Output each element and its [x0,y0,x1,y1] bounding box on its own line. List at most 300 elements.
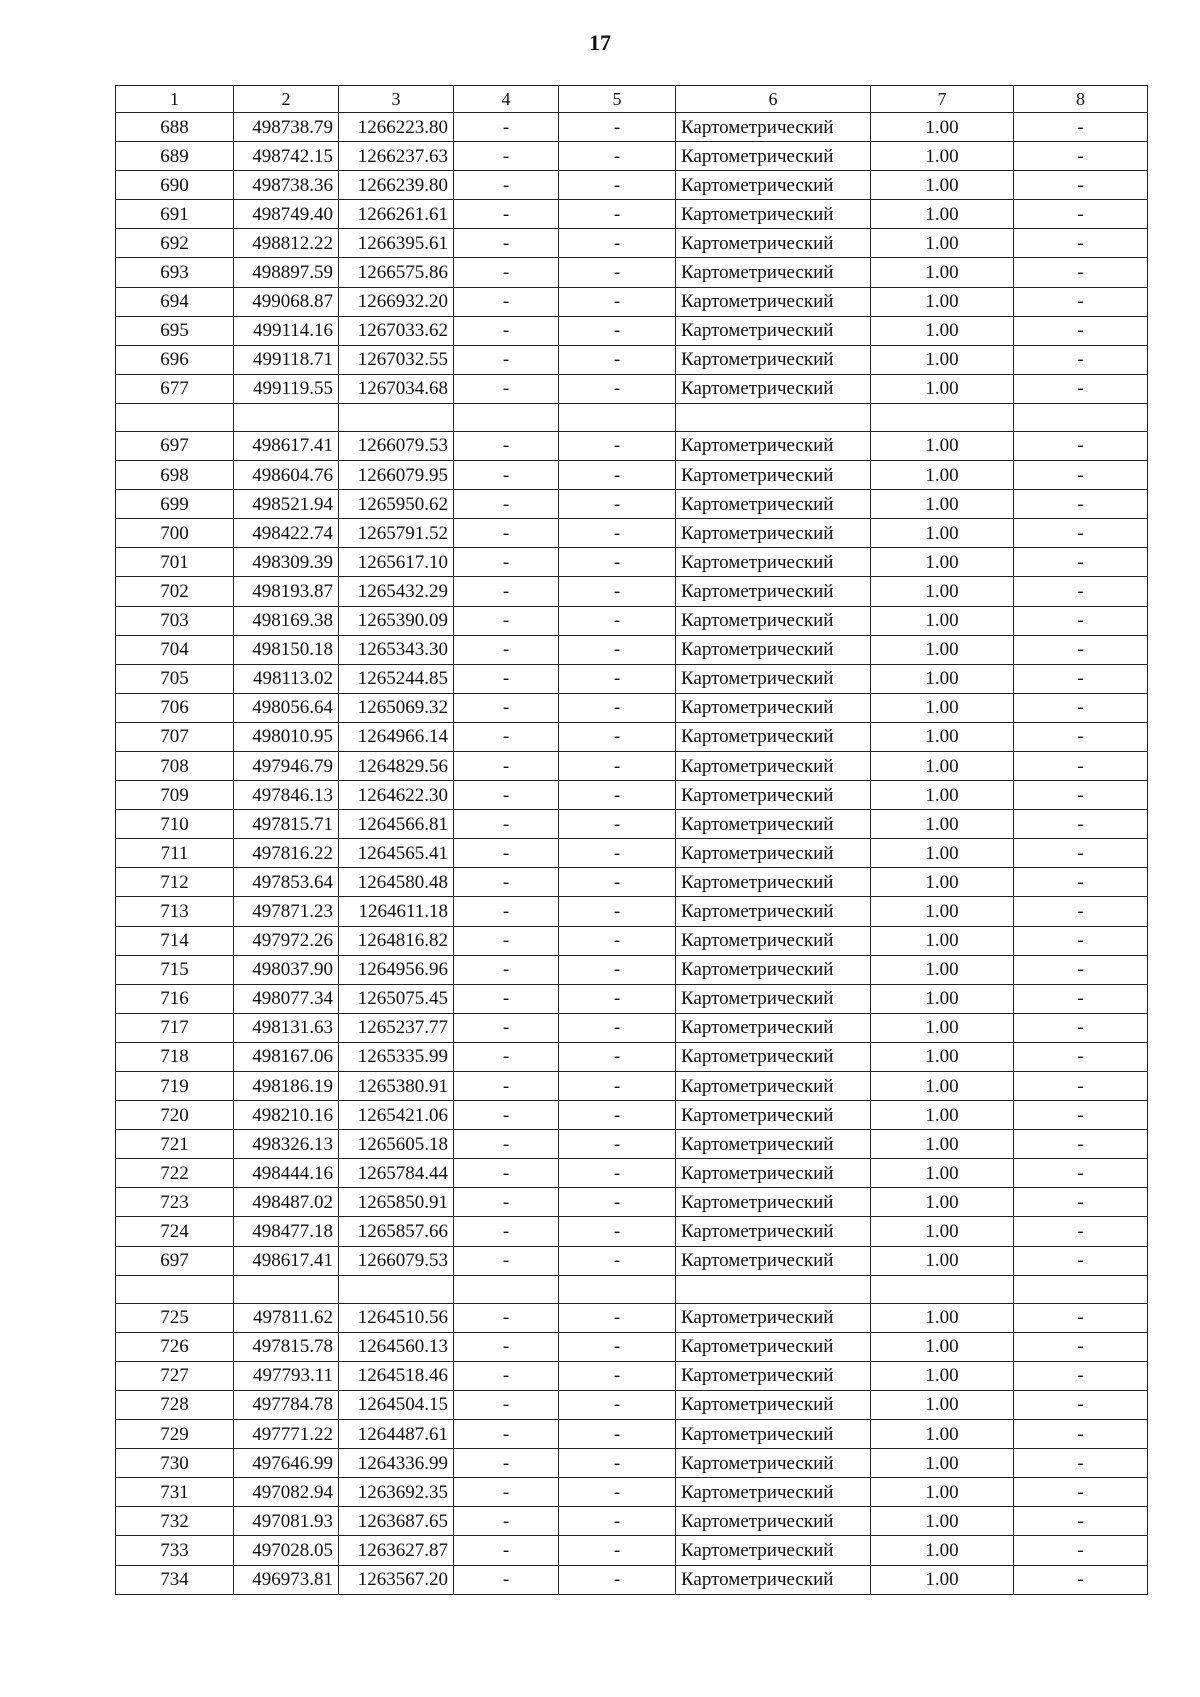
point-number-cell: 714 [116,926,234,955]
table-row [116,1188,1148,1217]
col5-cell: - [559,926,676,955]
col5-cell: - [559,577,676,606]
point-number-cell: 733 [116,1536,234,1565]
point-number-cell: 693 [116,258,234,287]
x-coordinate-cell: 497816.22 [234,839,339,868]
col5-cell: - [559,113,676,142]
method-cell: Картометрический [676,229,871,258]
col8-cell: - [1014,287,1148,316]
col5-cell: - [559,1390,676,1419]
y-coordinate-cell: 1265617.10 [339,548,454,577]
col5-cell: - [559,1042,676,1071]
table-row [116,1303,1148,1332]
point-number-cell: 708 [116,751,234,780]
accuracy-cell: 1.00 [871,287,1014,316]
col8-cell: - [1014,1507,1148,1536]
col8-cell: - [1014,1303,1148,1332]
col5-cell: - [559,1332,676,1361]
method-cell: Картометрический [676,781,871,810]
accuracy-cell: 1.00 [871,1507,1014,1536]
x-coordinate-cell: 499068.87 [234,287,339,316]
col4-cell: - [454,316,559,345]
accuracy-cell: 1.00 [871,374,1014,403]
col4-cell: - [454,1072,559,1101]
col5-cell: - [559,897,676,926]
x-coordinate-cell: 497853.64 [234,868,339,897]
col4-cell: - [454,1217,559,1246]
col5-cell: - [559,1159,676,1188]
method-cell: Картометрический [676,1332,871,1361]
point-number-cell: 699 [116,490,234,519]
point-number-cell: 713 [116,897,234,926]
y-coordinate-cell: 1265850.91 [339,1188,454,1217]
col4-cell: - [454,1420,559,1449]
method-cell: Картометрический [676,751,871,780]
col8-cell: - [1014,577,1148,606]
x-coordinate-cell: 498487.02 [234,1188,339,1217]
col4-cell: - [454,258,559,287]
table-row [116,781,1148,810]
method-cell: Картометрический [676,316,871,345]
col8-cell: - [1014,171,1148,200]
method-cell: Картометрический [676,1303,871,1332]
table-row [116,1013,1148,1042]
y-coordinate-cell: 1265784.44 [339,1159,454,1188]
point-number-cell: 728 [116,1390,234,1419]
table-row [116,839,1148,868]
method-cell: Картометрический [676,664,871,693]
y-coordinate-cell: 1264816.82 [339,926,454,955]
y-coordinate-cell: 1264518.46 [339,1361,454,1390]
y-coordinate-cell: 1264580.48 [339,868,454,897]
x-coordinate-cell: 498738.36 [234,171,339,200]
col8-cell: - [1014,1536,1148,1565]
point-number-cell: 688 [116,113,234,142]
col4-cell: - [454,1507,559,1536]
col8-cell: - [1014,868,1148,897]
col4-cell: - [454,1246,559,1275]
table-row [116,693,1148,722]
x-coordinate-cell: 497646.99 [234,1449,339,1478]
accuracy-cell: 1.00 [871,1159,1014,1188]
point-number-cell: 717 [116,1013,234,1042]
point-number-cell: 725 [116,1303,234,1332]
col5-cell: - [559,519,676,548]
col4-cell: - [454,171,559,200]
col4-cell: - [454,897,559,926]
table-row [116,1217,1148,1246]
method-cell: Картометрический [676,1390,871,1419]
header-row [116,86,1148,113]
col8-cell: - [1014,345,1148,374]
x-coordinate-cell: 498193.87 [234,577,339,606]
col5-cell: - [559,664,676,693]
accuracy-cell: 1.00 [871,1130,1014,1159]
accuracy-cell: 1.00 [871,635,1014,664]
point-number-cell: 691 [116,200,234,229]
method-cell: Картометрический [676,577,871,606]
table-row [116,1390,1148,1419]
table-row [116,1042,1148,1071]
x-coordinate-cell: 498749.40 [234,200,339,229]
method-cell: Картометрический [676,548,871,577]
col8-cell: - [1014,229,1148,258]
col4-cell: - [454,751,559,780]
col5-cell: - [559,374,676,403]
point-number-cell: 727 [116,1361,234,1390]
method-cell: Картометрический [676,1420,871,1449]
accuracy-cell: 1.00 [871,1390,1014,1419]
col5-cell: - [559,606,676,635]
x-coordinate-cell: 497771.22 [234,1420,339,1449]
col8-cell: - [1014,1072,1148,1101]
col8-cell: - [1014,1390,1148,1419]
point-number-cell: 706 [116,693,234,722]
method-cell: Картометрический [676,1246,871,1275]
col4-cell: - [454,490,559,519]
y-coordinate-cell: 1264566.81 [339,810,454,839]
accuracy-cell: 1.00 [871,548,1014,577]
col8-cell: - [1014,258,1148,287]
x-coordinate-cell: 498113.02 [234,664,339,693]
point-number-cell: 731 [116,1478,234,1507]
y-coordinate-cell: 1263627.87 [339,1536,454,1565]
table-row [116,461,1148,490]
table-row [116,287,1148,316]
col4-cell: - [454,113,559,142]
col4-cell: - [454,926,559,955]
x-coordinate-cell: 498521.94 [234,490,339,519]
table-row [116,751,1148,780]
x-coordinate-cell: 498812.22 [234,229,339,258]
col8-cell: - [1014,897,1148,926]
col8-cell: - [1014,1130,1148,1159]
x-coordinate-cell: 498056.64 [234,693,339,722]
y-coordinate-cell: 1266395.61 [339,229,454,258]
col4-cell: - [454,868,559,897]
col5-cell: - [559,229,676,258]
point-number-cell: 697 [116,1246,234,1275]
table-row [116,955,1148,984]
col5-cell: - [559,142,676,171]
col8-cell: - [1014,1420,1148,1449]
y-coordinate-cell: 1263567.20 [339,1565,454,1594]
method-cell: Картометрический [676,171,871,200]
point-number-cell: 726 [116,1332,234,1361]
method-cell: Картометрический [676,897,871,926]
x-coordinate-cell: 497815.78 [234,1332,339,1361]
col4-cell: - [454,229,559,258]
point-number-cell: 705 [116,664,234,693]
method-cell: Картометрический [676,1130,871,1159]
accuracy-cell: 1.00 [871,229,1014,258]
col5-cell: - [559,548,676,577]
method-cell: Картометрический [676,810,871,839]
col8-cell: - [1014,1478,1148,1507]
col4-cell: - [454,1042,559,1071]
x-coordinate-cell: 497871.23 [234,897,339,926]
col5-cell: - [559,1188,676,1217]
col5-cell: - [559,1449,676,1478]
x-coordinate-cell: 498617.41 [234,431,339,460]
point-number-cell: 692 [116,229,234,258]
col8-cell: - [1014,926,1148,955]
accuracy-cell: 1.00 [871,1246,1014,1275]
x-coordinate-cell: 497082.94 [234,1478,339,1507]
col4-cell: - [454,548,559,577]
table-row [116,577,1148,606]
col8-cell: - [1014,1361,1148,1390]
table-row [116,664,1148,693]
table-row [116,926,1148,955]
accuracy-cell: 1.00 [871,490,1014,519]
point-number-cell: 689 [116,142,234,171]
method-cell: Картометрический [676,635,871,664]
method-cell: Картометрический [676,1217,871,1246]
y-coordinate-cell: 1264829.56 [339,751,454,780]
col5-cell: - [559,1361,676,1390]
method-cell: Картометрический [676,461,871,490]
y-coordinate-cell: 1267034.68 [339,374,454,403]
accuracy-cell: 1.00 [871,200,1014,229]
accuracy-cell: 1.00 [871,664,1014,693]
table-row [116,1565,1148,1594]
col5-cell: - [559,635,676,664]
x-coordinate-cell: 497946.79 [234,751,339,780]
col4-cell: - [454,1013,559,1042]
x-coordinate-cell: 498186.19 [234,1072,339,1101]
method-cell: Картометрический [676,113,871,142]
accuracy-cell: 1.00 [871,1303,1014,1332]
table-row [116,984,1148,1013]
method-cell: Картометрический [676,287,871,316]
point-number-cell: 677 [116,374,234,403]
col4-cell: - [454,606,559,635]
method-cell: Картометрический [676,1361,871,1390]
y-coordinate-cell: 1264560.13 [339,1332,454,1361]
accuracy-cell: 1.00 [871,1478,1014,1507]
accuracy-cell: 1.00 [871,1042,1014,1071]
accuracy-cell: 1.00 [871,1101,1014,1130]
table-row [116,897,1148,926]
table-row [116,810,1148,839]
x-coordinate-cell: 497793.11 [234,1361,339,1390]
table-row [116,1130,1148,1159]
point-number-cell: 723 [116,1188,234,1217]
col8-cell: - [1014,722,1148,751]
x-coordinate-cell: 497815.71 [234,810,339,839]
col8-cell: - [1014,1159,1148,1188]
x-coordinate-cell: 498169.38 [234,606,339,635]
accuracy-cell: 1.00 [871,1332,1014,1361]
column-header-6: 6 [676,86,871,113]
col4-cell: - [454,1449,559,1478]
col8-cell: - [1014,1565,1148,1594]
method-cell: Картометрический [676,1536,871,1565]
col5-cell: - [559,1507,676,1536]
x-coordinate-cell: 499119.55 [234,374,339,403]
y-coordinate-cell: 1265237.77 [339,1013,454,1042]
col8-cell: - [1014,664,1148,693]
contour-separator-row [116,403,1148,431]
col5-cell: - [559,868,676,897]
col5-cell: - [559,1565,676,1594]
accuracy-cell: 1.00 [871,810,1014,839]
page-number: 17 [589,30,611,55]
y-coordinate-cell: 1264510.56 [339,1303,454,1332]
point-number-cell: 719 [116,1072,234,1101]
x-coordinate-cell: 498738.79 [234,113,339,142]
point-number-cell: 715 [116,955,234,984]
x-coordinate-cell: 497028.05 [234,1536,339,1565]
col4-cell: - [454,1361,559,1390]
x-coordinate-cell: 498897.59 [234,258,339,287]
col8-cell: - [1014,955,1148,984]
accuracy-cell: 1.00 [871,113,1014,142]
x-coordinate-cell: 498210.16 [234,1101,339,1130]
col4-cell: - [454,374,559,403]
col8-cell: - [1014,1217,1148,1246]
x-coordinate-cell: 499118.71 [234,345,339,374]
y-coordinate-cell: 1265343.30 [339,635,454,664]
table-row [116,1536,1148,1565]
table-row [116,1159,1148,1188]
x-coordinate-cell: 498010.95 [234,722,339,751]
accuracy-cell: 1.00 [871,316,1014,345]
col8-cell: - [1014,142,1148,171]
table-row [116,635,1148,664]
y-coordinate-cell: 1266239.80 [339,171,454,200]
col4-cell: - [454,142,559,171]
col4-cell: - [454,1130,559,1159]
x-coordinate-cell: 497081.93 [234,1507,339,1536]
col5-cell: - [559,839,676,868]
table-row [116,490,1148,519]
method-cell: Картометрический [676,926,871,955]
y-coordinate-cell: 1266079.53 [339,431,454,460]
table-row [116,316,1148,345]
point-number-cell: 709 [116,781,234,810]
col8-cell: - [1014,839,1148,868]
accuracy-cell: 1.00 [871,984,1014,1013]
accuracy-cell: 1.00 [871,1565,1014,1594]
y-coordinate-cell: 1267032.55 [339,345,454,374]
x-coordinate-cell: 498444.16 [234,1159,339,1188]
method-cell: Картометрический [676,984,871,1013]
col5-cell: - [559,316,676,345]
y-coordinate-cell: 1266237.63 [339,142,454,171]
column-header-8: 8 [1014,86,1148,113]
point-number-cell: 690 [116,171,234,200]
col5-cell: - [559,781,676,810]
table-row [116,1449,1148,1478]
column-header-5: 5 [559,86,676,113]
col4-cell: - [454,955,559,984]
y-coordinate-cell: 1264336.99 [339,1449,454,1478]
y-coordinate-cell: 1264956.96 [339,955,454,984]
point-number-cell: 697 [116,431,234,460]
point-number-cell: 695 [116,316,234,345]
point-number-cell: 696 [116,345,234,374]
y-coordinate-cell: 1266575.86 [339,258,454,287]
x-coordinate-cell: 496973.81 [234,1565,339,1594]
x-coordinate-cell: 498604.76 [234,461,339,490]
method-cell: Картометрический [676,1042,871,1071]
point-number-cell: 702 [116,577,234,606]
point-number-cell: 710 [116,810,234,839]
col8-cell: - [1014,1332,1148,1361]
point-number-cell: 721 [116,1130,234,1159]
col8-cell: - [1014,316,1148,345]
y-coordinate-cell: 1265069.32 [339,693,454,722]
method-cell: Картометрический [676,200,871,229]
col4-cell: - [454,1390,559,1419]
point-number-cell: 707 [116,722,234,751]
table-row [116,868,1148,897]
col8-cell: - [1014,1246,1148,1275]
col8-cell: - [1014,781,1148,810]
y-coordinate-cell: 1265335.99 [339,1042,454,1071]
x-coordinate-cell: 498037.90 [234,955,339,984]
col8-cell: - [1014,1188,1148,1217]
col4-cell: - [454,781,559,810]
point-number-cell: 712 [116,868,234,897]
y-coordinate-cell: 1264966.14 [339,722,454,751]
accuracy-cell: 1.00 [871,345,1014,374]
table-row [116,606,1148,635]
point-number-cell: 704 [116,635,234,664]
point-number-cell: 700 [116,519,234,548]
col8-cell: - [1014,751,1148,780]
table-row [116,519,1148,548]
col8-cell: - [1014,984,1148,1013]
col5-cell: - [559,751,676,780]
col5-cell: - [559,1130,676,1159]
accuracy-cell: 1.00 [871,926,1014,955]
col5-cell: - [559,345,676,374]
col8-cell: - [1014,374,1148,403]
x-coordinate-cell: 498326.13 [234,1130,339,1159]
method-cell: Картометрический [676,1159,871,1188]
y-coordinate-cell: 1266079.53 [339,1246,454,1275]
col4-cell: - [454,1101,559,1130]
accuracy-cell: 1.00 [871,519,1014,548]
x-coordinate-cell: 498131.63 [234,1013,339,1042]
col4-cell: - [454,1536,559,1565]
table-row [116,1246,1148,1275]
accuracy-cell: 1.00 [871,781,1014,810]
accuracy-cell: 1.00 [871,897,1014,926]
y-coordinate-cell: 1264565.41 [339,839,454,868]
column-header-7: 7 [871,86,1014,113]
col5-cell: - [559,171,676,200]
y-coordinate-cell: 1263687.65 [339,1507,454,1536]
col5-cell: - [559,1013,676,1042]
point-number-cell: 734 [116,1565,234,1594]
x-coordinate-cell: 497811.62 [234,1303,339,1332]
y-coordinate-cell: 1267033.62 [339,316,454,345]
col4-cell: - [454,577,559,606]
accuracy-cell: 1.00 [871,1188,1014,1217]
col8-cell: - [1014,113,1148,142]
col4-cell: - [454,635,559,664]
table-row [116,431,1148,460]
col8-cell: - [1014,1042,1148,1071]
method-cell: Картометрический [676,1101,871,1130]
method-cell: Картометрический [676,374,871,403]
accuracy-cell: 1.00 [871,1217,1014,1246]
column-header-1: 1 [116,86,234,113]
